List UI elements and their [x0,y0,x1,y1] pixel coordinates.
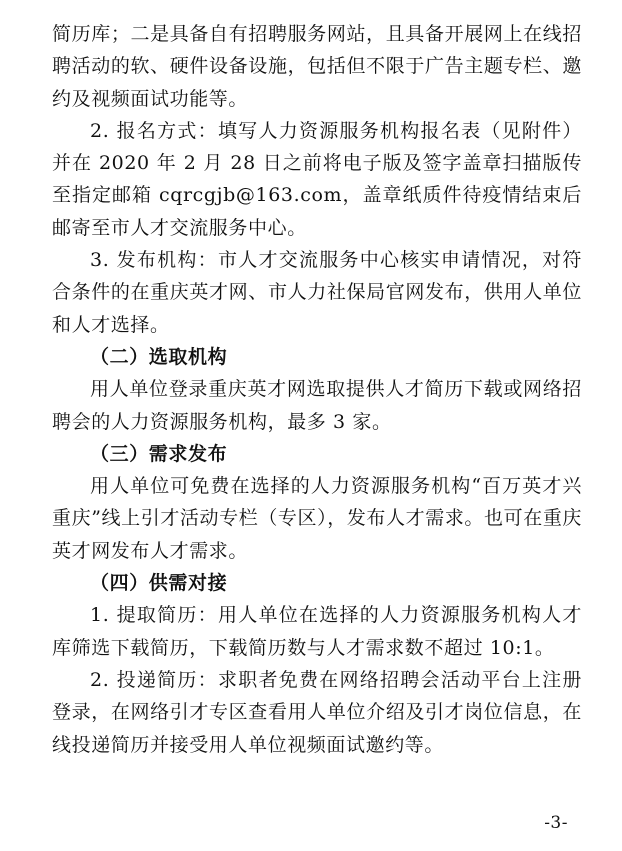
paragraph-select-agency: 用人单位登录重庆英才网选取提供人才简历下载或网络招聘会的人力资源服务机构，最多 3 家。 [52,378,582,433]
paragraph-submit-resumes: 2. 投递简历：求职者免费在网络招聘会活动平台上注册登录，在网络引才专区查看用人单位介绍及引才岗位信息，在线投递简历并接受用人单位视频面试邀约等。 [52,668,582,756]
section-heading-demand-release: （三）需求发布 [90,442,228,465]
document-body [52,18,582,761]
section-heading-select-agency: （二）选取机构 [90,345,228,368]
paragraph-registration-method: 2. 报名方式：填写人力资源服务机构报名表（见附件）并在 2020 年 2 月 28 日之前将电子版及签字盖章扫描版传至指定邮箱 cqrcgjb@163.com，盖章纸质件待疫情结束后邮寄至市人才交流服务中心。 [52,119,582,239]
paragraph-resume-library: 简历库；二是具备自有招聘服务网站，且具备开展网上在线招聘活动的软、硬件设备设施，包括但不限于广告主题专栏、邀约及视频面试功能等。 [52,23,582,110]
page-number: -3- [544,813,568,833]
paragraph-publishing-agency: 3. 发布机构：市人才交流服务中心核实申请情况，对符合条件的在重庆英才网、市人力社保局官网发布，供用人单位和人才选择。 [52,249,582,336]
paragraph-extract-resumes: 1. 提取简历：用人单位在选择的人力资源服务机构人才库筛选下载简历，下载简历数与人才需求数不超过 10:1。 [52,604,582,659]
paragraph-demand-release: 用人单位可免费在选择的人力资源服务机构“百万英才兴重庆”线上引才活动专栏（专区），发布人才需求。也可在重庆英才网发布人才需求。 [52,475,583,562]
section-heading-supply-demand-matching: （四）供需对接 [90,572,228,595]
